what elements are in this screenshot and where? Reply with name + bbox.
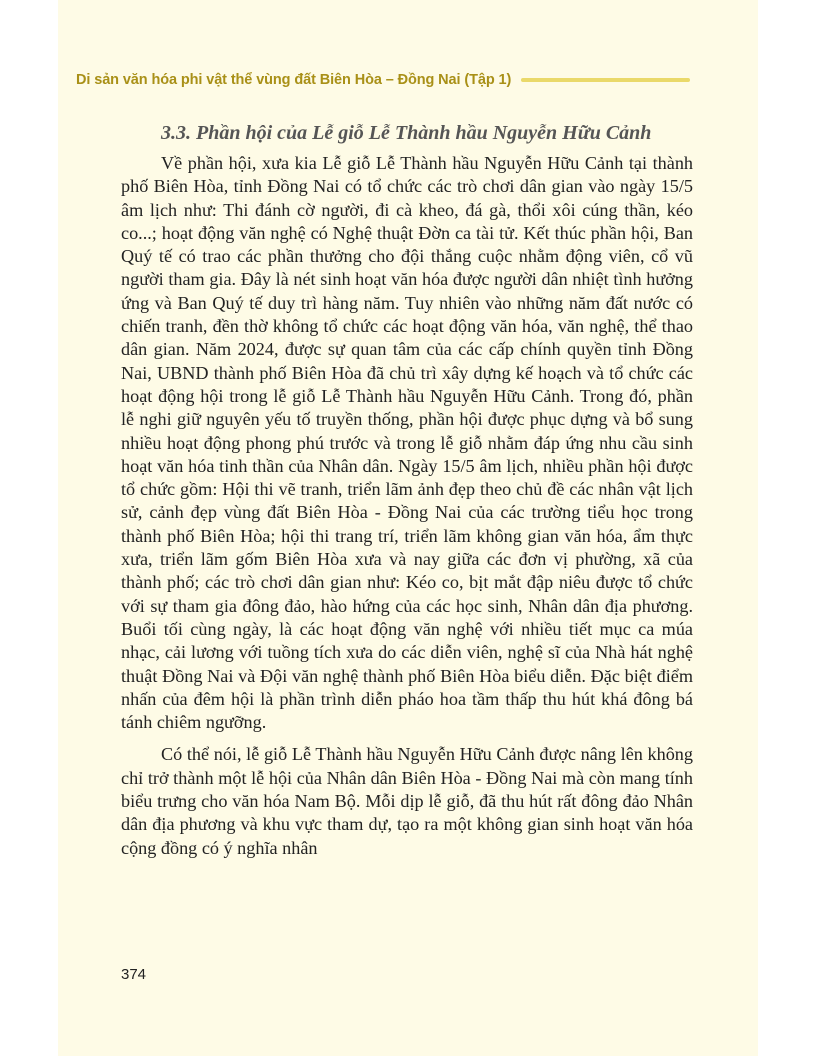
body-paragraph-2: Có thể nói, lễ giỗ Lễ Thành hầu Nguyễn Hữu Cảnh được nâng lên không chỉ trở thành một lễ hội của Nhân dân Biên Hòa - Đồng Nai mà còn mang tính biểu trưng cho văn hóa Nam Bộ. Mỗi dịp lễ giỗ, đã thu hút rất đông đảo Nhân dân địa phương và khu vực tham dự, tạo ra một không gian sinh hoạt văn hóa cộng đồng có ý nghĩa nhân xyxy=(121,744,693,858)
running-header-rule xyxy=(521,78,690,82)
running-header-title: Di sản văn hóa phi vật thể vùng đất Biên Hòa – Đồng Nai (Tập 1) xyxy=(76,72,512,88)
page-content xyxy=(121,118,693,860)
running-header xyxy=(76,66,690,94)
page-number: 374 xyxy=(121,966,147,983)
body-paragraph-1: Về phần hội, xưa kia Lễ giỗ Lễ Thành hầu Nguyễn Hữu Cảnh tại thành phố Biên Hòa, tỉnh Đồng Nai có tổ chức các trò chơi dân gian vào ngày 15/5 âm lịch như: Thi đánh cờ người, đi cà kheo, đá gà, thổi xôi cúng thần, kéo co...; hoạt động văn nghệ có Nghệ thuật Đờn ca tài tử. Kết thúc phần hội, Ban Quý tế có trao các phần thưởng cho đội thắng cuộc nhằm động viên, cổ vũ người tham gia. Đây là nét sinh hoạt văn hóa được người dân nhiệt tình hưởng ứng và Ban Quý tế duy trì hàng năm. Tuy nhiên vào những năm đất nước có chiến tranh, đền thờ không tổ chức các hoạt động văn hóa, văn nghệ, thể thao dân gian. Năm 2024, được sự quan tâm của các cấp chính quyền tỉnh Đồng Nai, UBND thành phố Biên Hòa đã chủ trì xây dựng kế hoạch và tổ chức các hoạt động hội trong lễ giỗ Lễ Thành hầu Nguyễn Hữu Cảnh. Trong đó, phần lễ nghi giữ nguyên yếu tố truyền thống, phần hội được phục dựng và bổ sung nhiều hoạt động phong phú trước và trong lễ giỗ nhằm đáp ứng nhu cầu sinh hoạt văn hóa tinh thần của Nhân dân. Ngày 15/5 âm lịch, nhiều phần hội được tổ chức gồm: Hội thi vẽ tranh, triển lãm ảnh đẹp theo chủ đề các nhân vật lịch sử, cảnh đẹp vùng đất Biên Hòa - Đồng Nai của các trường tiểu học trong thành phố Biên Hòa; hội thi trang trí, triển lãm không gian văn hóa, ẩm thực xưa, triển lãm gốm Biên Hòa xưa và nay giữa các đơn vị phường, xã của thành phố; các trò chơi dân gian như: Kéo co, bịt mắt đập niêu được tổ chức với sự tham gia đông đảo, hào hứng của các học sinh, Nhân dân địa phương. Buổi tối cùng ngày, là các hoạt động văn nghệ với nhiều tiết mục ca múa nhạc, cải lương với tuồng tích xưa do các diễn viên, nghệ sĩ của Nhà hát nghệ thuật Đồng Nai và Đội văn nghệ thành phố Biên Hòa biểu diễn. Đặc biệt điểm nhấn của đêm hội là phần trình diễn pháo hoa tầm thấp thu hút khá đông bá tánh chiêm ngưỡng. xyxy=(121,153,693,733)
section-heading: 3.3. Phần hội của Lễ giỗ Lễ Thành hầu Nguyễn Hữu Cảnh xyxy=(161,122,652,144)
